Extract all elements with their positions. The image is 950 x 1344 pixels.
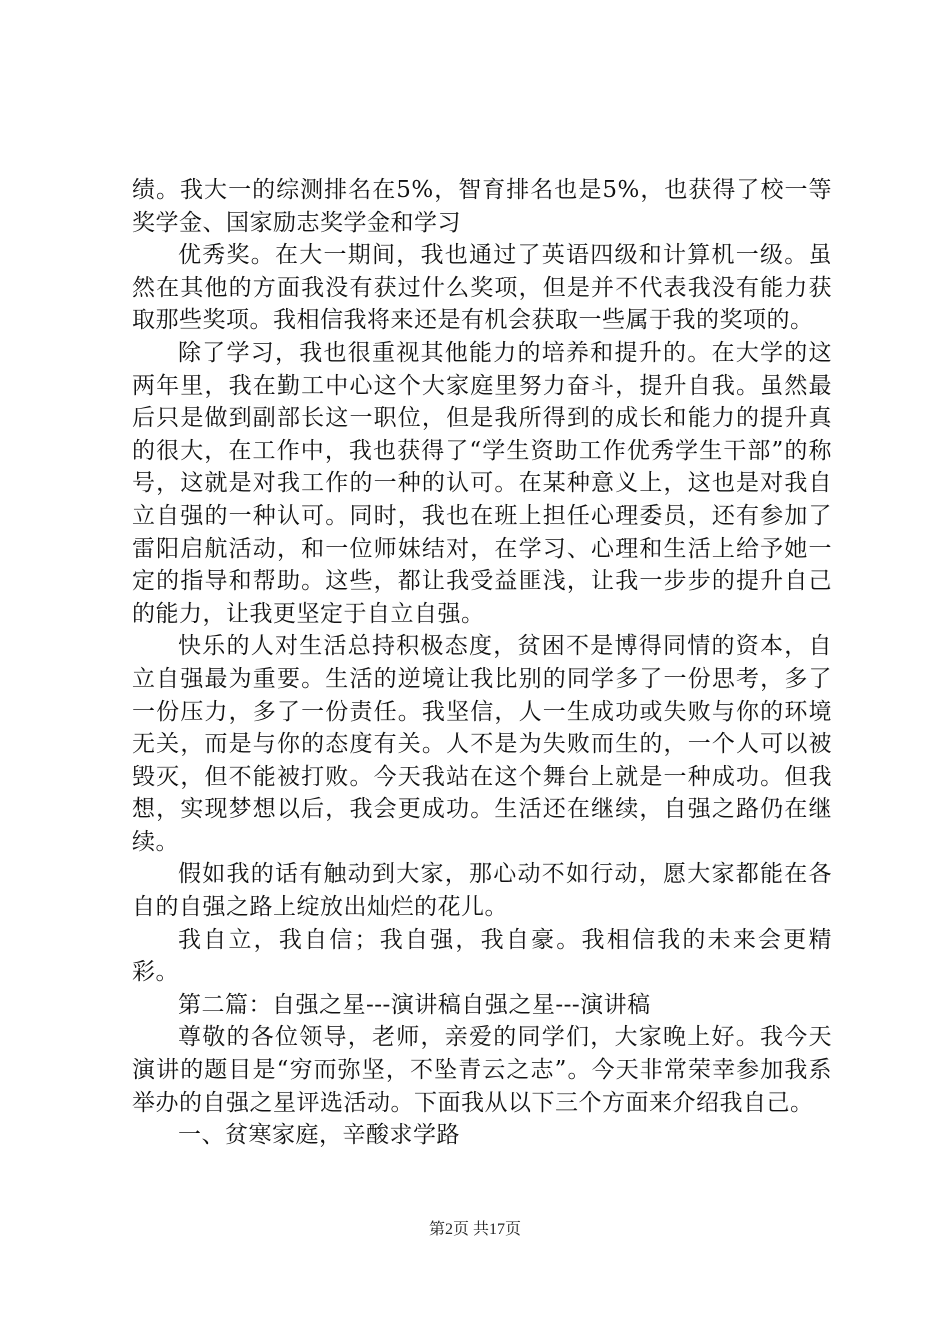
subsection-heading: 一、贫寒家庭，辛酸求学路 xyxy=(178,1122,460,1149)
paragraph-5: 假如我的话有触动到大家，那心动不如行动，愿大家都能在各自的自强之路上绽放出灿烂的花儿。 xyxy=(132,861,832,921)
paragraph-3: 除了学习，我也很重视其他能力的培养和提升的。在大学的这两年里，我在勤工中心这个大家庭里努力奋斗，提升自我。虽然最后只是做到副部长这一职位，但是我所得到的成长和能力的提升真的很大，在工作中，我也获得了“学生资助工作优秀学生干部”的称号，这就是对我工作的一种的认可。在某种意义上，这也是对我自立自强的一种认可。同时，我也在班上担任心理委员，还有参加了雷阳启航活动，和一位师妹结对，在学习、心理和生活上给予她一定的指导和帮助。这些，都让我受益匪浅，让我一步步的提升自己的能力，让我更坚定于自立自强。 xyxy=(132,339,832,627)
paragraph-4: 快乐的人对生活总持积极态度，贫困不是博得同情的资本，自立自强最为重要。生活的逆境让我比别的同学多了一份思考，多了一份压力，多了一份责任。我坚信，人一生成功或失败与你的环境无关，而是与你的态度有关。人不是为失败而生的，一个人可以被毁灭，但不能被打败。今天我站在这个舞台上就是一种成功。但我想，实现梦想以后，我会更成功。生活还在继续，自强之路仍在继续。 xyxy=(132,633,832,855)
section-heading: 第二篇：自强之星---演讲稿自强之星---演讲稿 xyxy=(178,991,651,1018)
document-body xyxy=(132,174,832,1152)
paragraph-6: 我自立，我自信；我自强，我自豪。我相信我的未来会更精彩。 xyxy=(132,926,832,986)
paragraph-7: 尊敬的各位领导，老师，亲爱的同学们，大家晚上好。我今天演讲的题目是“穷而弥坚，不坠青云之志”。今天非常荣幸参加我系举办的自强之星评选活动。下面我从以下三个方面来介绍我自己。 xyxy=(132,1024,832,1116)
paragraph-1: 绩。我大一的综测排名在5%，智育排名也是5%，也获得了校一等奖学金、国家励志奖学金和学习 xyxy=(132,177,832,236)
page-footer: 第2页 共17页 xyxy=(428,1221,521,1238)
paragraph-2: 优秀奖。在大一期间，我也通过了英语四级和计算机一级。虽然在其他的方面我没有获过什么奖项，但是并不代表我没有能力获取那些奖项。我相信我将来还是有机会获取一些属于我的奖项的。 xyxy=(132,242,832,334)
